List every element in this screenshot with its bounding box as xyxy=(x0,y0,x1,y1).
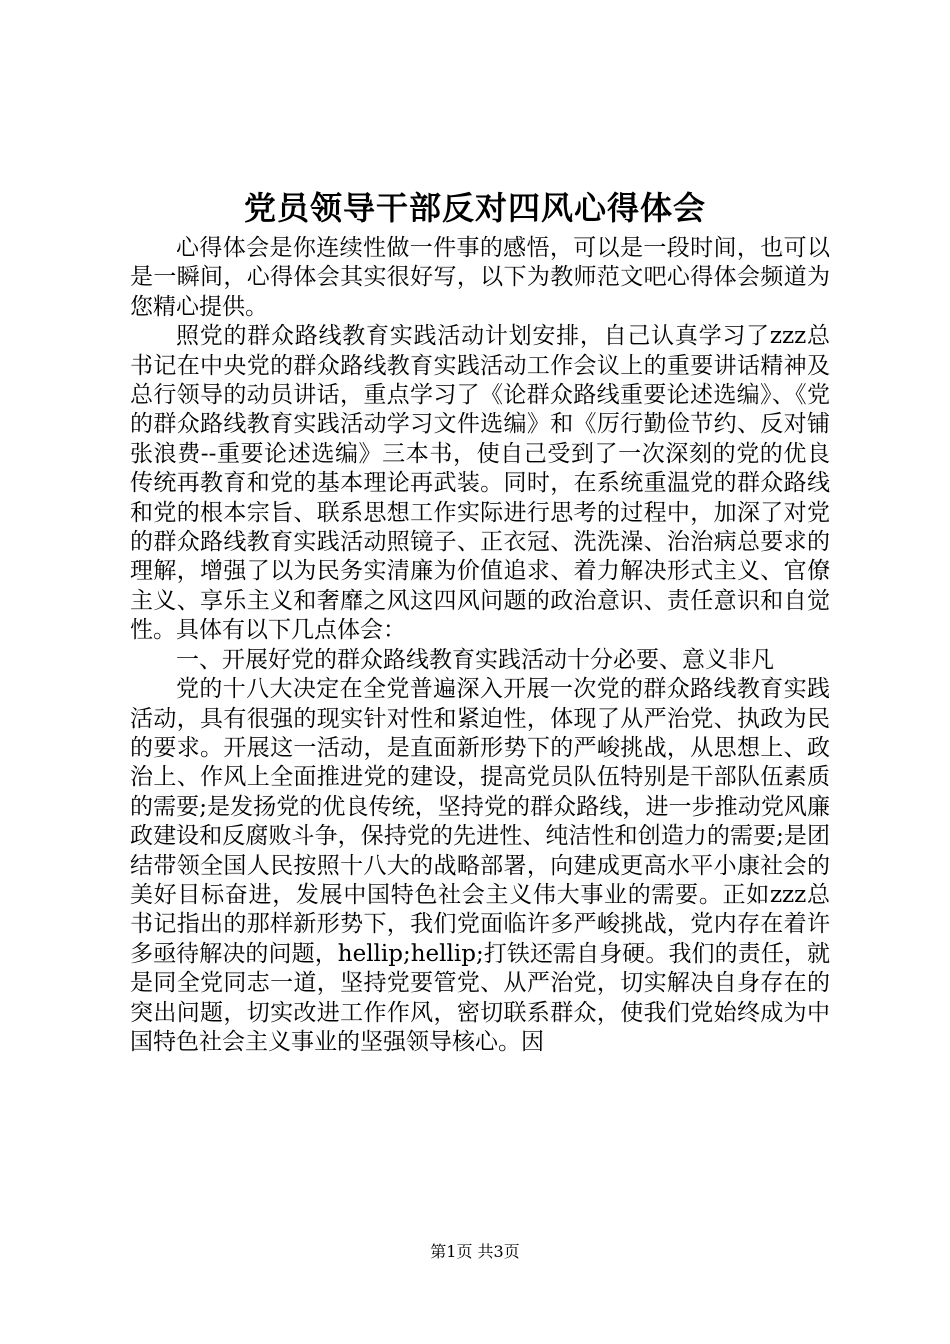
paragraph-intro: 心得体会是你连续性做一件事的感悟，可以是一段时间，也可以是一瞬间，心得体会其实很好写，以下为教师范文吧心得体会频道为您精心提供。 xyxy=(130,235,830,320)
section-heading-1: 一、开展好党的群众路线教育实践活动十分必要、意义非凡 xyxy=(176,646,774,673)
page-footer: 第1页 共3页 xyxy=(430,1242,520,1261)
document-title: 党员领导干部反对四风心得体会 xyxy=(243,189,706,227)
document-body xyxy=(130,234,830,1057)
paragraph-study: 照党的群众路线教育实践活动计划安排，自己认真学习了zzz总书记在中央党的群众路线教育实践活动工作会议上的重要讲话精神及总行领导的动员讲话，重点学习了《论群众路线重要论述选编》、《党的群众路线教育实践活动学习文件选编》和《厉行勤俭节约、反对铺张浪费--重要论述选编》三本书，使自己受到了一次深刻的党的优良传统再教育和党的基本理论再武装。同时，在系统重温党的群众路线和党的根本宗旨、联系思想工作实际进行思考的过程中，加深了对党的群众路线教育实践活动照镜子、正衣冠、洗洗澡、治治病总要求的理解，增强了以为民务实清廉为价值追求、着力解决形式主义、官僚主义、享乐主义和奢靡之风这四风问题的政治意识、责任意识和自觉性。具体有以下几点体会： xyxy=(130,323,830,644)
paragraph-significance: 党的十八大决定在全党普遍深入开展一次党的群众路线教育实践活动，具有很强的现实针对性和紧迫性，体现了从严治党、执政为民的要求。开展这一活动，是直面新形势下的严峻挑战，从思想上、政治上、作风上全面推进党的建设，提高党员队伍特别是干部队伍素质的需要;是发扬党的优良传统，坚持党的群众路线，进一步推动党风廉政建设和反腐败斗争，保持党的先进性、纯洁性和创造力的需要;是团结带领全国人民按照十八大的战略部署，向建成更高水平小康社会的美好目标奋进，发展中国特色社会主义伟大事业的需要。正如zzz总书记指出的那样新形势下，我们党面临许多严峻挑战，党内存在着许多亟待解决的问题，hellip;hellip;打铁还需自身硬。我们的责任，就是同全党同志一道，坚持党要管党、从严治党，切实解决自身存在的突出问题，切实改进工作作风，密切联系群众，使我们党始终成为中国特色社会主义事业的坚强领导核心。因 xyxy=(130,676,830,1055)
